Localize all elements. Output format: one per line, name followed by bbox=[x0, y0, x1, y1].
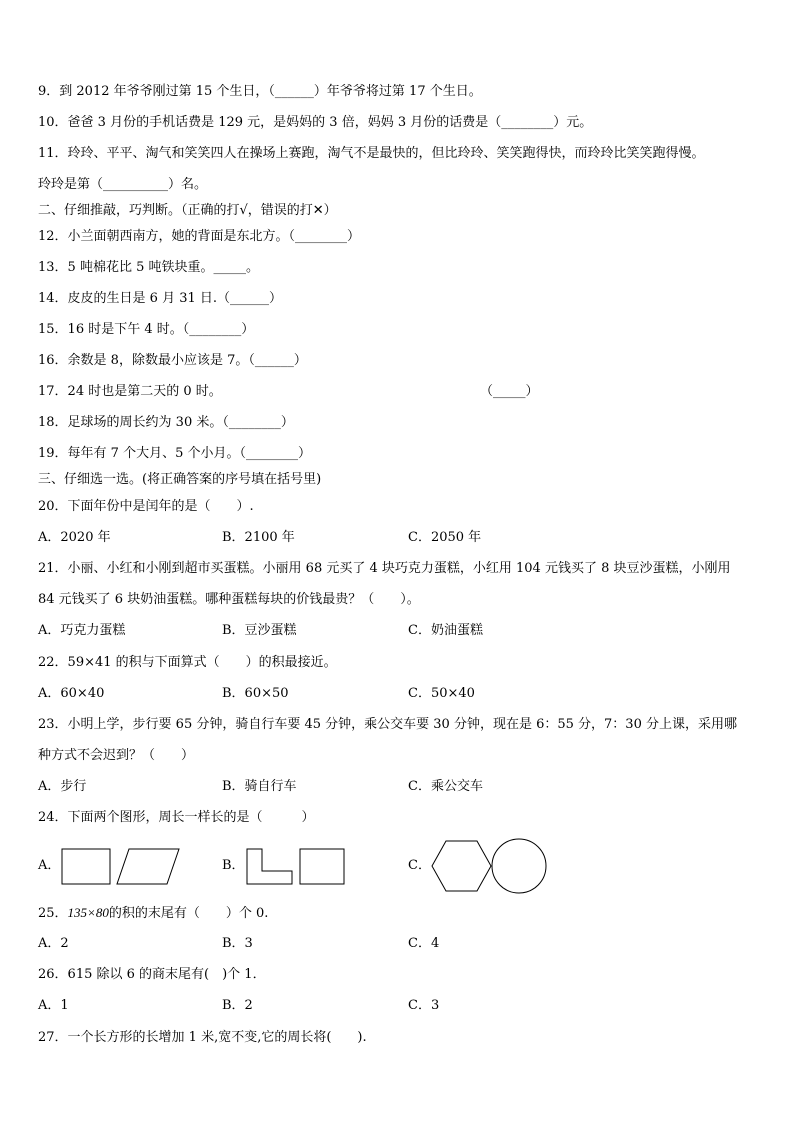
q24-option-a: A． bbox=[38, 858, 61, 873]
q25-option-a: A．2 bbox=[38, 936, 69, 951]
q20-option-c: C．2050 年 bbox=[408, 530, 482, 545]
q21-option-c: C．奶油蛋糕 bbox=[408, 623, 483, 638]
q23-option-b: B．骑自行车 bbox=[222, 779, 297, 794]
q24-option-c: C． bbox=[408, 858, 431, 873]
q21-line2: 84 元钱买了 6 块奶油蛋糕。哪种蛋糕每块的价钱最贵？（ ）。 bbox=[38, 592, 420, 607]
q13: 13．5 吨棉花比 5 吨铁块重。_____。 bbox=[38, 260, 259, 275]
q22-option-c: C．50×40 bbox=[408, 686, 475, 701]
q25-text: 的积的末尾有（ ）个 0. bbox=[108, 906, 269, 921]
q21-option-a: A．巧克力蛋糕 bbox=[38, 623, 126, 638]
q26-option-c: C．3 bbox=[408, 998, 440, 1013]
q20-option-a: A．2020 年 bbox=[38, 530, 111, 545]
q12: 12．小兰面朝西南方，她的背面是东北方。（________） bbox=[38, 229, 361, 244]
q26-option-b: B．2 bbox=[222, 998, 253, 1013]
q9: 9．到 2012 年爷爷刚过第 15 个生日，（______）年爷爷将过第 17 个生日。 bbox=[38, 84, 482, 99]
q22: 22．59×41 的积与下面算式（ ）的积最接近。 bbox=[38, 655, 337, 670]
q22-option-a: A．60×40 bbox=[38, 686, 105, 701]
q27: 27．一个长方形的长增加 1 米,宽不变,它的周长将( ). bbox=[38, 1030, 367, 1045]
l-shape-figure bbox=[247, 849, 292, 884]
section-2-heading: 二、仔细推敲，巧判断。（正确的打√，错误的打✕） bbox=[38, 203, 337, 218]
q23-line2: 种方式不会迟到？（ ） bbox=[38, 748, 195, 763]
q24-option-b: B． bbox=[222, 858, 245, 873]
circle-figure bbox=[492, 839, 546, 893]
q23-line1: 23．小明上学，步行要 65 分钟，骑自行车要 45 分钟，乘公交车要 30 分钟，现在是 6：55 分，7：30 分上课，采用哪 bbox=[38, 717, 737, 732]
q15: 15．16 时是下午 4 时。（________） bbox=[38, 322, 255, 337]
q26-option-a: A．1 bbox=[38, 998, 69, 1013]
q24-figures bbox=[0, 830, 794, 900]
q20-option-b: B．2100 年 bbox=[222, 530, 295, 545]
q24: 24．下面两个图形，周长一样长的是（ ） bbox=[38, 810, 315, 825]
q19: 19．每年有 7 个大月、5 个小月。（________） bbox=[38, 446, 311, 461]
rectangle-figure bbox=[62, 849, 110, 884]
q22-option-b: B．60×50 bbox=[222, 686, 289, 701]
section-3-heading: 三、仔细选一选。(将正确答案的序号填在括号里) bbox=[38, 472, 322, 487]
q25-number: 25． bbox=[38, 906, 68, 921]
square-figure bbox=[300, 849, 344, 884]
q18: 18．足球场的周长约为 30 米。（________） bbox=[38, 415, 294, 430]
q25-option-c: C．4 bbox=[408, 936, 440, 951]
q11-line2: 玲玲是第（__________）名。 bbox=[38, 177, 208, 192]
q25-formula: 135×80 bbox=[67, 905, 109, 920]
q17: 17．24 时也是第二天的 0 时。 bbox=[38, 384, 222, 399]
q23-option-c: C．乘公交车 bbox=[408, 779, 483, 794]
parallelogram-figure bbox=[117, 849, 179, 884]
q17-answer-paren: （_____） bbox=[480, 384, 539, 399]
hexagon-figure bbox=[432, 841, 491, 891]
q14: 14．皮皮的生日是 6 月 31 日.（______） bbox=[38, 291, 283, 306]
q23-option-a: A．步行 bbox=[38, 779, 87, 794]
q11-line1: 11．玲玲、平平、淘气和笑笑四人在操场上赛跑，淘气不是最快的，但比玲玲、笑笑跑得快，而玲玲比笑笑跑得慢。 bbox=[38, 146, 705, 161]
q21-option-b: B．豆沙蛋糕 bbox=[222, 623, 297, 638]
q16: 16．余数是 8，除数最小应该是 7。（______） bbox=[38, 353, 307, 368]
q10: 10．爸爸 3 月份的手机话费是 129 元，是妈妈的 3 倍，妈妈 3 月份的话费是（________）元。 bbox=[38, 115, 593, 130]
q26: 26．615 除以 6 的商末尾有( )个 1． bbox=[38, 967, 266, 982]
q21-line1: 21．小丽、小红和小刚到超市买蛋糕。小丽用 68 元买了 4 块巧克力蛋糕，小红用 104 元钱买了 8 块豆沙蛋糕，小刚用 bbox=[38, 561, 731, 576]
q25-option-b: B．3 bbox=[222, 936, 253, 951]
q20: 20．下面年份中是闰年的是（ ）. bbox=[38, 499, 254, 514]
q25 bbox=[38, 905, 268, 922]
